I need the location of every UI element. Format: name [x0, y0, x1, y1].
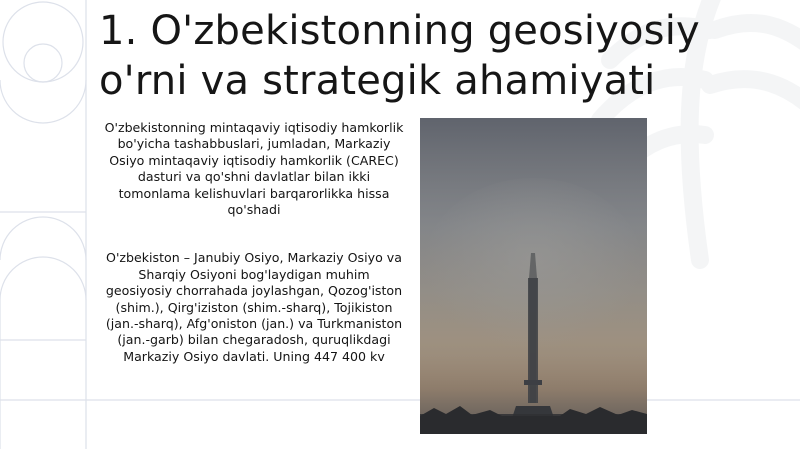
body-text-block [104, 120, 404, 365]
paragraph-geography: O'zbekiston – Janubiy Osiyo, Markaziy Osiyo va Sharqiy Osiyoni bog'laydigan muhim geosiyosiy chorrahada joylashgan, Qozog'iston (shim.), Qirg'iziston (shim.-sharq), Tojikiston (jan.-sharq), Afg'oniston (jan.) va Turkmaniston (jan.-garb) bilan chegaradosh, quruqlikdagi Markaziy Osiyo davlati. Uning 447 400 kv [105, 250, 403, 364]
paragraph-carec: O'zbekistonning mintaqaviy iqtisodiy hamkorlik bo'yicha tashabbuslari, jumladan, Markaziy Osiyo mintaqaviy iqtisodiy hamkorlik (CAREC) dasturi va qo'shni davlatlar bilan ikki tomonlama kelishuvlari barqarorlikka hissa qo'shadi [104, 120, 404, 218]
title-line-2: o'rni va strategik ahamiyati [99, 58, 656, 104]
slide-title [99, 6, 779, 106]
tower-photo [420, 118, 647, 434]
tower-illustration [420, 118, 647, 434]
title-line-1: 1. O'zbekistonning geosiyosiy [99, 8, 700, 54]
